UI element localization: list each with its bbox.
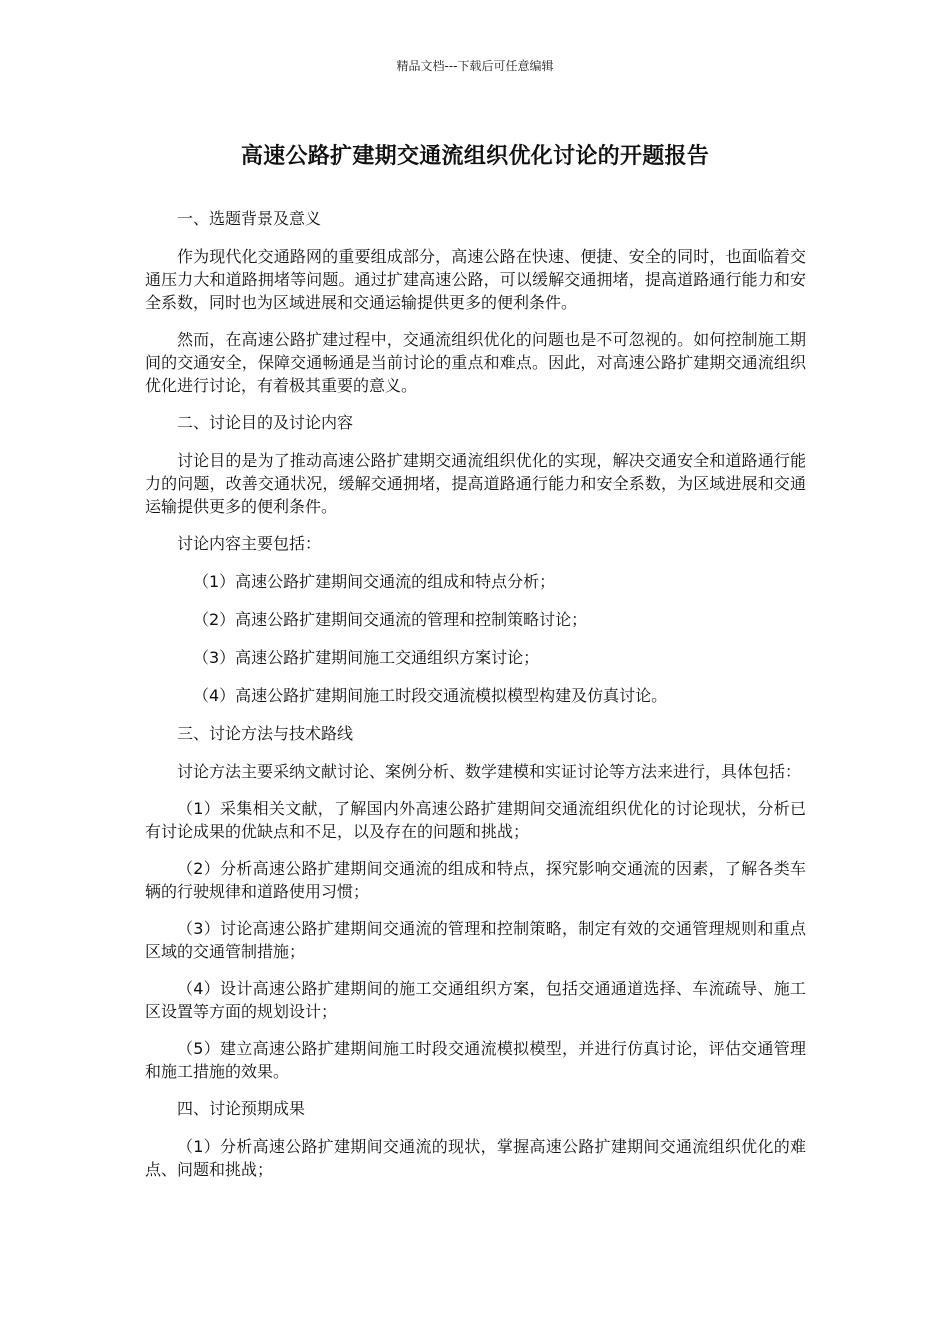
paragraph: 然而，在高速公路扩建过程中，交通流组织优化的问题也是不可忽视的。如何控制施工期间的交通安全，保障交通畅通是当前讨论的重点和难点。因此，对高速公路扩建期交通流组织优化进行讨论，有着极其重要的意义。 [145,330,806,395]
list-paragraph: （1）分析高速公路扩建期间交通流的现状，掌握高速公路扩建期间交通流组织优化的难点、问题和挑战； [145,1137,806,1179]
header-note: 精品文档---下载后可任意编辑 [396,59,554,73]
list-paragraph: （1）采集相关文献，了解国内外高速公路扩建期间交通流组织优化的讨论现状，分析已有讨论成果的优缺点和不足，以及存在的问题和挑战； [145,799,806,841]
section-heading: 四、讨论预期成果 [177,1099,306,1118]
document-title: 高速公路扩建期交通流组织优化讨论的开题报告 [240,144,710,169]
paragraph: 讨论内容主要包括： [177,534,322,553]
list-paragraph: （2）分析高速公路扩建期间交通流的组成和特点，探究影响交通流的因素，了解各类车辆的行驶规律和道路使用习惯； [145,859,806,901]
section-heading: 三、讨论方法与技术路线 [177,724,354,743]
list-item: （4）高速公路扩建期间施工时段交通流模拟模型构建及仿真讨论。 [193,686,668,705]
list-paragraph: （3）讨论高速公路扩建期间交通流的管理和控制策略，制定有效的交通管理规则和重点区域的交通管制措施； [145,919,806,961]
list-item: （2）高速公路扩建期间交通流的管理和控制策略讨论； [193,610,588,629]
paragraph: 讨论目的是为了推动高速公路扩建期交通流组织优化的实现，解决交通安全和道路通行能力的问题，改善交通状况，缓解交通拥堵，提高道路通行能力和安全系数，为区域进展和交通运输提供更多的便利条件。 [145,451,806,516]
list-item: （3）高速公路扩建期间施工交通组织方案讨论； [193,648,540,667]
document-body [145,207,806,1195]
section-heading: 二、讨论目的及讨论内容 [177,413,354,432]
paragraph: 讨论方法主要采纳文献讨论、案例分析、数学建模和实证讨论等方法来进行，具体包括： [177,762,802,781]
list-paragraph: （4）设计高速公路扩建期间的施工交通组织方案，包括交通通道选择、车流疏导、施工区设置等方面的规划设计； [145,979,806,1021]
paragraph: 作为现代化交通路网的重要组成部分，高速公路在快速、便捷、安全的同时，也面临着交通压力大和道路拥堵等问题。通过扩建高速公路，可以缓解交通拥堵，提高道路通行能力和安全系数，同时也为区域进展和交通运输提供更多的便利条件。 [145,247,806,312]
section-heading: 一、选题背景及意义 [177,209,322,228]
list-item: （1）高速公路扩建期间交通流的组成和特点分析； [193,572,556,591]
list-paragraph: （5）建立高速公路扩建期间施工时段交通流模拟模型，并进行仿真讨论，评估交通管理和施工措施的效果。 [145,1039,806,1081]
